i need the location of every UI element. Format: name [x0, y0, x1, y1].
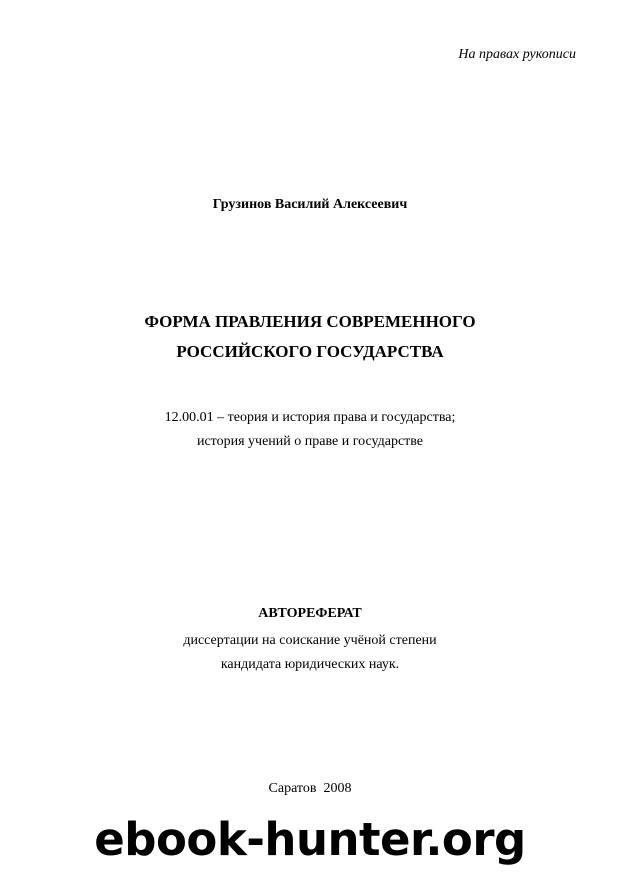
- watermark-text: ebook-hunter.org: [94, 813, 526, 866]
- specialty-code: [0, 406, 620, 454]
- document-title: [0, 307, 620, 367]
- copyright-note: На правах рукописи: [458, 47, 576, 62]
- author-name: Грузинов Василий Алексеевич: [212, 197, 408, 212]
- title-line-1: ФОРМА ПРАВЛЕНИЯ СОВРЕМЕННОГО: [144, 312, 476, 331]
- abstract-line-2: кандидата юридических наук.: [220, 657, 400, 672]
- abstract-line-1: диссертации на соискание учёной степени: [183, 633, 437, 648]
- abstract-heading: АВТОРЕФЕРАТ: [258, 606, 362, 621]
- abstract-description: [0, 629, 620, 677]
- specialty-line-1: 12.00.01 – теория и история права и государства;: [164, 410, 456, 425]
- place-and-year: Саратов 2008: [268, 781, 352, 796]
- title-line-2: РОССИЙСКОГО ГОСУДАРСТВА: [176, 342, 444, 361]
- specialty-line-2: история учений о праве и государстве: [196, 434, 424, 449]
